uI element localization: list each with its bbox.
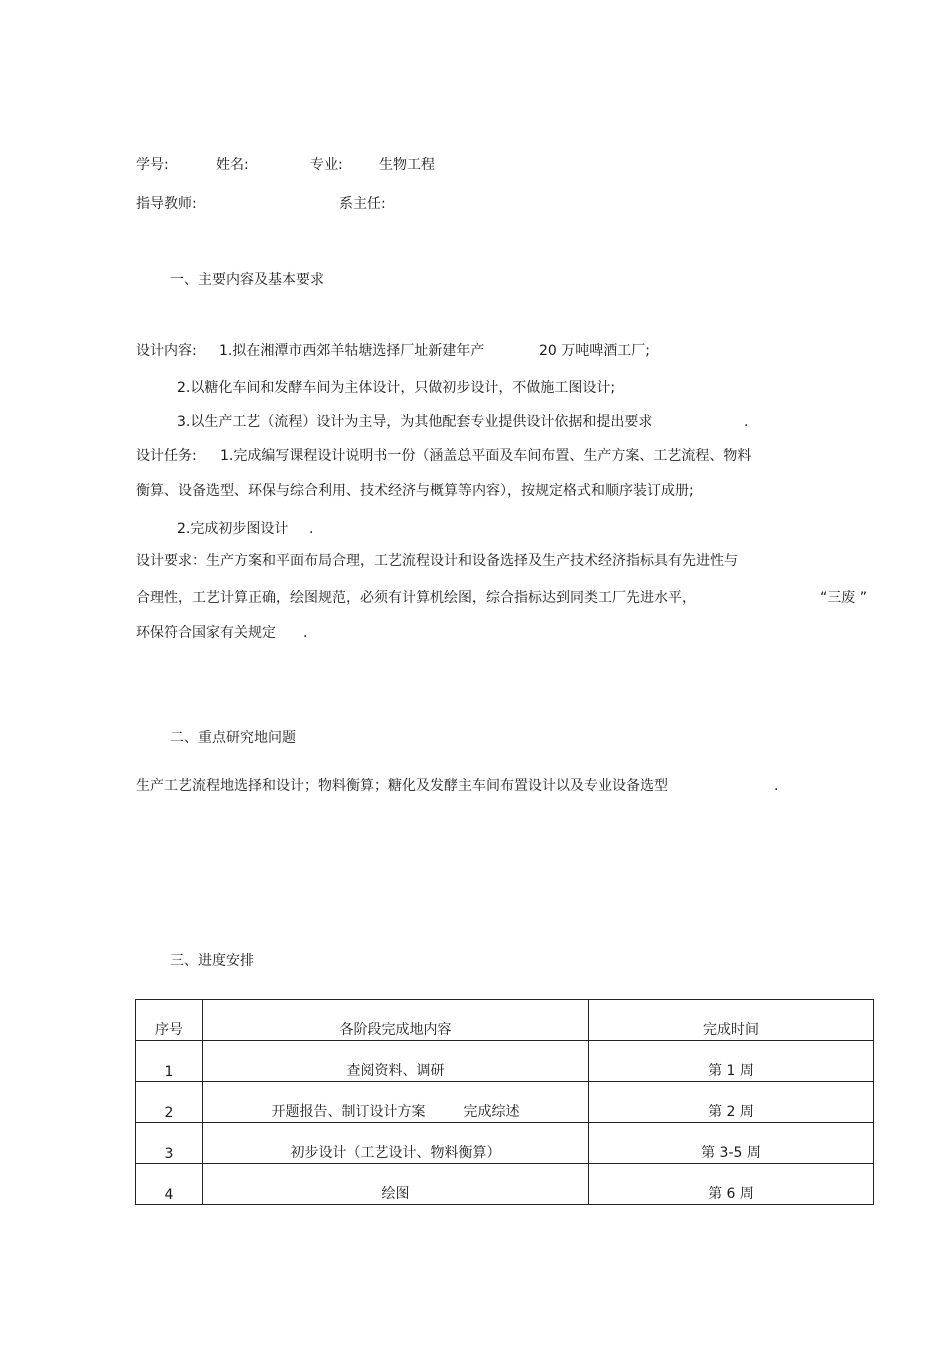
row-content-part1: 开题报告、制订设计方案 [271,1104,426,1120]
row-content: 绘图 [203,1164,589,1205]
row-seq: 3 [136,1123,203,1164]
header-seq: 序号 [136,1000,203,1041]
design-task-item1-cont: 衡算、设备选型、环保与综合利用、技术经济与概算等内容），按规定格式和顺序装订成册; [136,483,694,499]
section2-body-dot: . [774,778,779,794]
table-row [136,1041,874,1082]
design-requirement-line1: 设计要求：生产方案和平面布局合理，工艺流程设计和设备选择及生产技术经济指标具有先进性与 [136,553,738,569]
row-time: 第 2 周 [589,1082,874,1123]
table-row [136,1123,874,1164]
major-label: 专业: [310,157,343,173]
advisor-label: 指导教师: [136,196,197,212]
design-requirement-three-wastes: “三废 ” [820,590,867,606]
row-time: 第 6 周 [589,1164,874,1205]
row-seq: 1 [136,1041,203,1082]
design-content-item3: 3.以生产工艺（流程）设计为主导，为其他配套专业提供设计依据和提出要求 [177,414,653,430]
row-content: 初步设计（工艺设计、物料衡算） [203,1123,589,1164]
row-seq: 4 [136,1164,203,1205]
header-time: 完成时间 [589,1000,874,1041]
design-requirement-line3: 环保符合国家有关规定 [136,625,276,641]
design-content-item1-scale: 20 万吨啤酒工厂; [539,343,650,359]
table-header-row [136,1000,874,1041]
design-content-item2: 2.以糖化车间和发酵车间为主体设计，只做初步设计，不做施工图设计; [177,380,616,396]
table-row [136,1164,874,1205]
design-requirement-line2: 合理性，工艺计算正确，绘图规范，必须有计算机绘图，综合指标达到同类工厂先进水平， [136,590,696,606]
row-content-part2: 完成综述 [463,1104,520,1120]
dept-head-label: 系主任: [339,196,386,212]
row-seq: 2 [136,1082,203,1123]
row-content: 查阅资料、调研 [203,1041,589,1082]
section1-title: 一、主要内容及基本要求 [170,272,324,288]
section2-title: 二、重点研究地问题 [170,730,296,746]
row-time: 第 3-5 周 [589,1123,874,1164]
header-content: 各阶段完成地内容 [203,1000,589,1041]
design-content-item1: 1.拟在湘潭市西郊羊牯塘选择厂址新建年产 [219,343,485,359]
design-requirement-line3-dot: . [303,625,308,641]
section2-body: 生产工艺流程地选择和设计；物料衡算；糖化及发酵主车间布置设计以及专业设备选型 [136,778,668,794]
student-id-label: 学号: [136,157,169,173]
design-task-label: 设计任务: [136,448,197,464]
section3-title: 三、进度安排 [170,953,254,969]
row-time: 第 1 周 [589,1041,874,1082]
name-label: 姓名: [216,157,249,173]
major-value: 生物工程 [379,157,435,173]
design-task-item2-dot: . [309,521,314,537]
table-row [136,1082,874,1123]
design-content-item3-dot: . [744,414,749,430]
design-content-label: 设计内容: [136,343,197,359]
design-task-item2: 2.完成初步图设计 [177,521,289,537]
design-task-item1: 1.完成编写课程设计说明书一份（涵盖总平面及车间布置、生产方案、工艺流程、物料 [220,448,752,464]
row-content [203,1082,589,1123]
schedule-table [135,999,874,1205]
